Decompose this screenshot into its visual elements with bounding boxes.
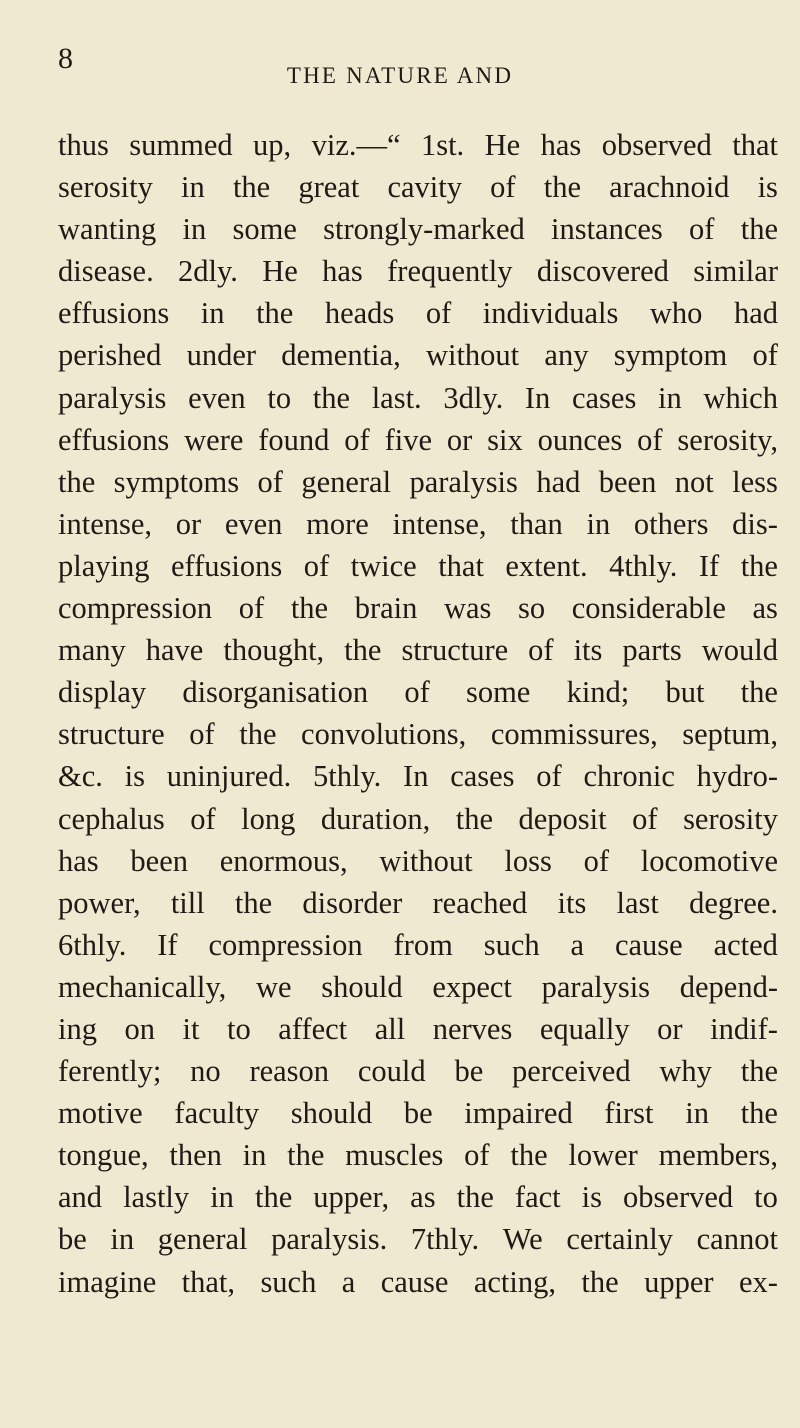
text-line: be in general paralysis. 7thly. We certainly cannot (58, 1222, 778, 1257)
running-head: THE NATURE AND (286, 63, 514, 88)
text-line: ing on it to affect all nerves equally or indif- (58, 1011, 778, 1046)
text-line: tongue, then in the muscles of the lower members, (58, 1138, 778, 1173)
text-line: disease. 2dly. He has frequently discovered similar (58, 254, 778, 289)
text-line: &c. is uninjured. 5thly. In cases of chronic hydro- (58, 759, 778, 794)
text-line: display disorganisation of some kind; but the (58, 675, 778, 710)
text-line: serosity in the great cavity of the arachnoid is (58, 170, 778, 205)
text-line: has been enormous, without loss of locomotive (58, 843, 778, 878)
text-line: intense, or even more intense, than in others dis- (58, 506, 778, 541)
text-line: many have thought, the structure of its parts would (58, 633, 778, 668)
text-line: cephalus of long duration, the deposit of serosity (58, 801, 778, 836)
text-line: power, till the disorder reached its last degree. (58, 885, 778, 920)
text-line: structure of the convolutions, commissures, septum, (58, 717, 778, 752)
text-line: the symptoms of general paralysis had been not less (58, 464, 778, 499)
text-line: mechanically, we should expect paralysis depend- (58, 969, 778, 1004)
text-line: playing effusions of twice that extent. 4thly. If the (58, 548, 778, 583)
text-line: paralysis even to the last. 3dly. In cases in which (58, 380, 778, 415)
body-text (58, 124, 778, 1303)
text-line: effusions were found of five or six ounces of serosity, (58, 422, 778, 457)
text-line: and lastly in the upper, as the fact is observed to (58, 1180, 778, 1215)
text-line: motive faculty should be impaired first in the (58, 1096, 778, 1131)
text-line: ferently; no reason could be perceived why the (58, 1054, 778, 1089)
text-line: imagine that, such a cause acting, the upper ex- (58, 1264, 778, 1299)
text-line: perished under dementia, without any symptom of (58, 338, 778, 373)
text-line: thus summed up, viz.—“ 1st. He has observed that (58, 128, 778, 162)
page-number: 8 (58, 42, 74, 75)
text-line: compression of the brain was so considerable as (58, 591, 778, 626)
text-line: 6thly. If compression from such a cause acted (58, 927, 778, 962)
text-line: wanting in some strongly-marked instances of the (58, 212, 778, 247)
text-line: effusions in the heads of individuals who had (58, 296, 778, 331)
